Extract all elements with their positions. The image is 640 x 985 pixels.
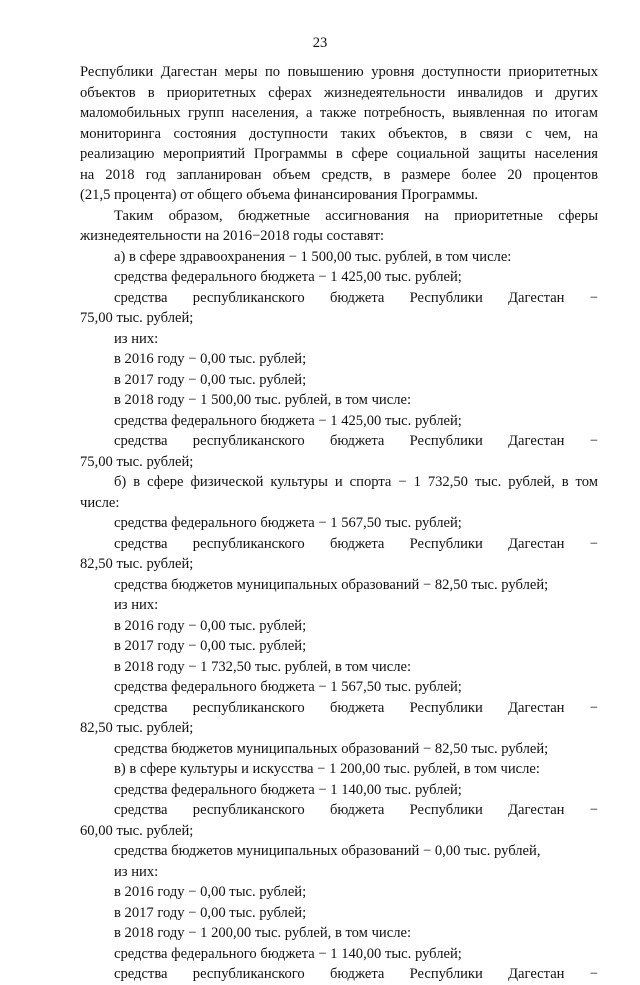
text-line: в 2016 году − 0,00 тыс. рублей;	[114, 351, 307, 367]
text-line: из них:	[114, 597, 159, 613]
text-line: в 2017 году − 0,00 тыс. рублей;	[114, 904, 307, 921]
text-line: маломобильных групп населения, а также потребность, выявленная по итогам	[80, 105, 598, 121]
text-line: жизнедеятельности на 2016−2018 годы составят:	[80, 228, 385, 244]
text-line: средства республиканского бюджета Республики Дагестан −	[114, 289, 598, 306]
text-line: б) в сфере физической культуры и спорта − 1 732,50 тыс. рублей, в том	[114, 474, 598, 490]
text-line: мониторинга состояния доступности таких объектов, в связи с чем, на	[80, 125, 598, 142]
text-line: Таким образом, бюджетные ассигнования на приоритетные сферы	[114, 207, 598, 224]
text-line: в 2018 году − 1 200,00 тыс. рублей, в том числе:	[114, 925, 412, 941]
text-line: из них:	[114, 330, 159, 347]
text-line: объектов в приоритетных сферах жизнедеятельности инвалидов и других	[80, 84, 598, 101]
text-line: 75,00 тыс. рублей;	[80, 453, 194, 470]
text-line: средства федерального бюджета − 1 140,00 тыс. рублей;	[114, 945, 462, 962]
text-line: в 2016 году − 0,00 тыс. рублей;	[114, 617, 307, 634]
text-line: 60,00 тыс. рублей;	[80, 822, 194, 839]
text-line: средства республиканского бюджета Республики Дагестан −	[114, 802, 598, 818]
text-line: Республики Дагестан меры по повышению уровня доступности приоритетных	[80, 64, 598, 80]
text-line: из них:	[114, 863, 159, 880]
text-line: в 2017 году − 0,00 тыс. рублей;	[114, 638, 307, 654]
text-line: средства федерального бюджета − 1 567,50 тыс. рублей;	[114, 679, 462, 695]
text-line: средства бюджетов муниципальных образований − 82,50 тыс. рублей;	[114, 740, 549, 757]
text-line: реализацию мероприятий Программы в сфере социальной защиты населения	[80, 146, 598, 162]
text-line: в 2018 году − 1 732,50 тыс. рублей, в том числе:	[114, 658, 412, 675]
text-line: числе:	[80, 494, 120, 511]
text-line: средства республиканского бюджета Республики Дагестан −	[114, 433, 598, 449]
text-line: 82,50 тыс. рублей;	[80, 556, 194, 572]
text-line: средства федерального бюджета − 1 140,00 тыс. рублей;	[114, 781, 462, 798]
text-line: на 2018 год запланирован объем средств, в размере более 20 процентов	[80, 166, 598, 183]
text-line: средства федерального бюджета − 1 425,00 тыс. рублей;	[114, 412, 462, 429]
text-line: средства бюджетов муниципальных образований − 82,50 тыс. рублей;	[114, 576, 549, 593]
text-line: (21,5 процента) от общего объема финансирования Программы.	[80, 187, 479, 203]
text-line: в 2018 году − 1 500,00 тыс. рублей, в том числе:	[114, 392, 412, 408]
text-line: а) в сфере здравоохранения − 1 500,00 тыс. рублей, в том числе:	[114, 248, 512, 265]
page-number: 23	[312, 35, 328, 51]
text-line: средства федерального бюджета − 1 567,50 тыс. рублей;	[114, 515, 462, 531]
text-line: 75,00 тыс. рублей;	[80, 310, 194, 326]
text-line: средства республиканского бюджета Республики Дагестан −	[114, 535, 598, 552]
text-line: в 2017 году − 0,00 тыс. рублей;	[114, 371, 307, 388]
body-text	[80, 62, 598, 985]
text-line: средства республиканского бюджета Республики Дагестан −	[114, 966, 598, 982]
text-line: средства бюджетов муниципальных образований − 0,00 тыс. рублей,	[114, 843, 541, 859]
text-line: в 2016 году − 0,00 тыс. рублей;	[114, 884, 307, 900]
text-line: в) в сфере культуры и искусства − 1 200,00 тыс. рублей, в том числе:	[114, 761, 540, 777]
text-line: средства федерального бюджета − 1 425,00 тыс. рублей;	[114, 269, 462, 285]
text-line: 82,50 тыс. рублей;	[80, 720, 194, 736]
text-line: средства республиканского бюджета Республики Дагестан −	[114, 699, 598, 716]
